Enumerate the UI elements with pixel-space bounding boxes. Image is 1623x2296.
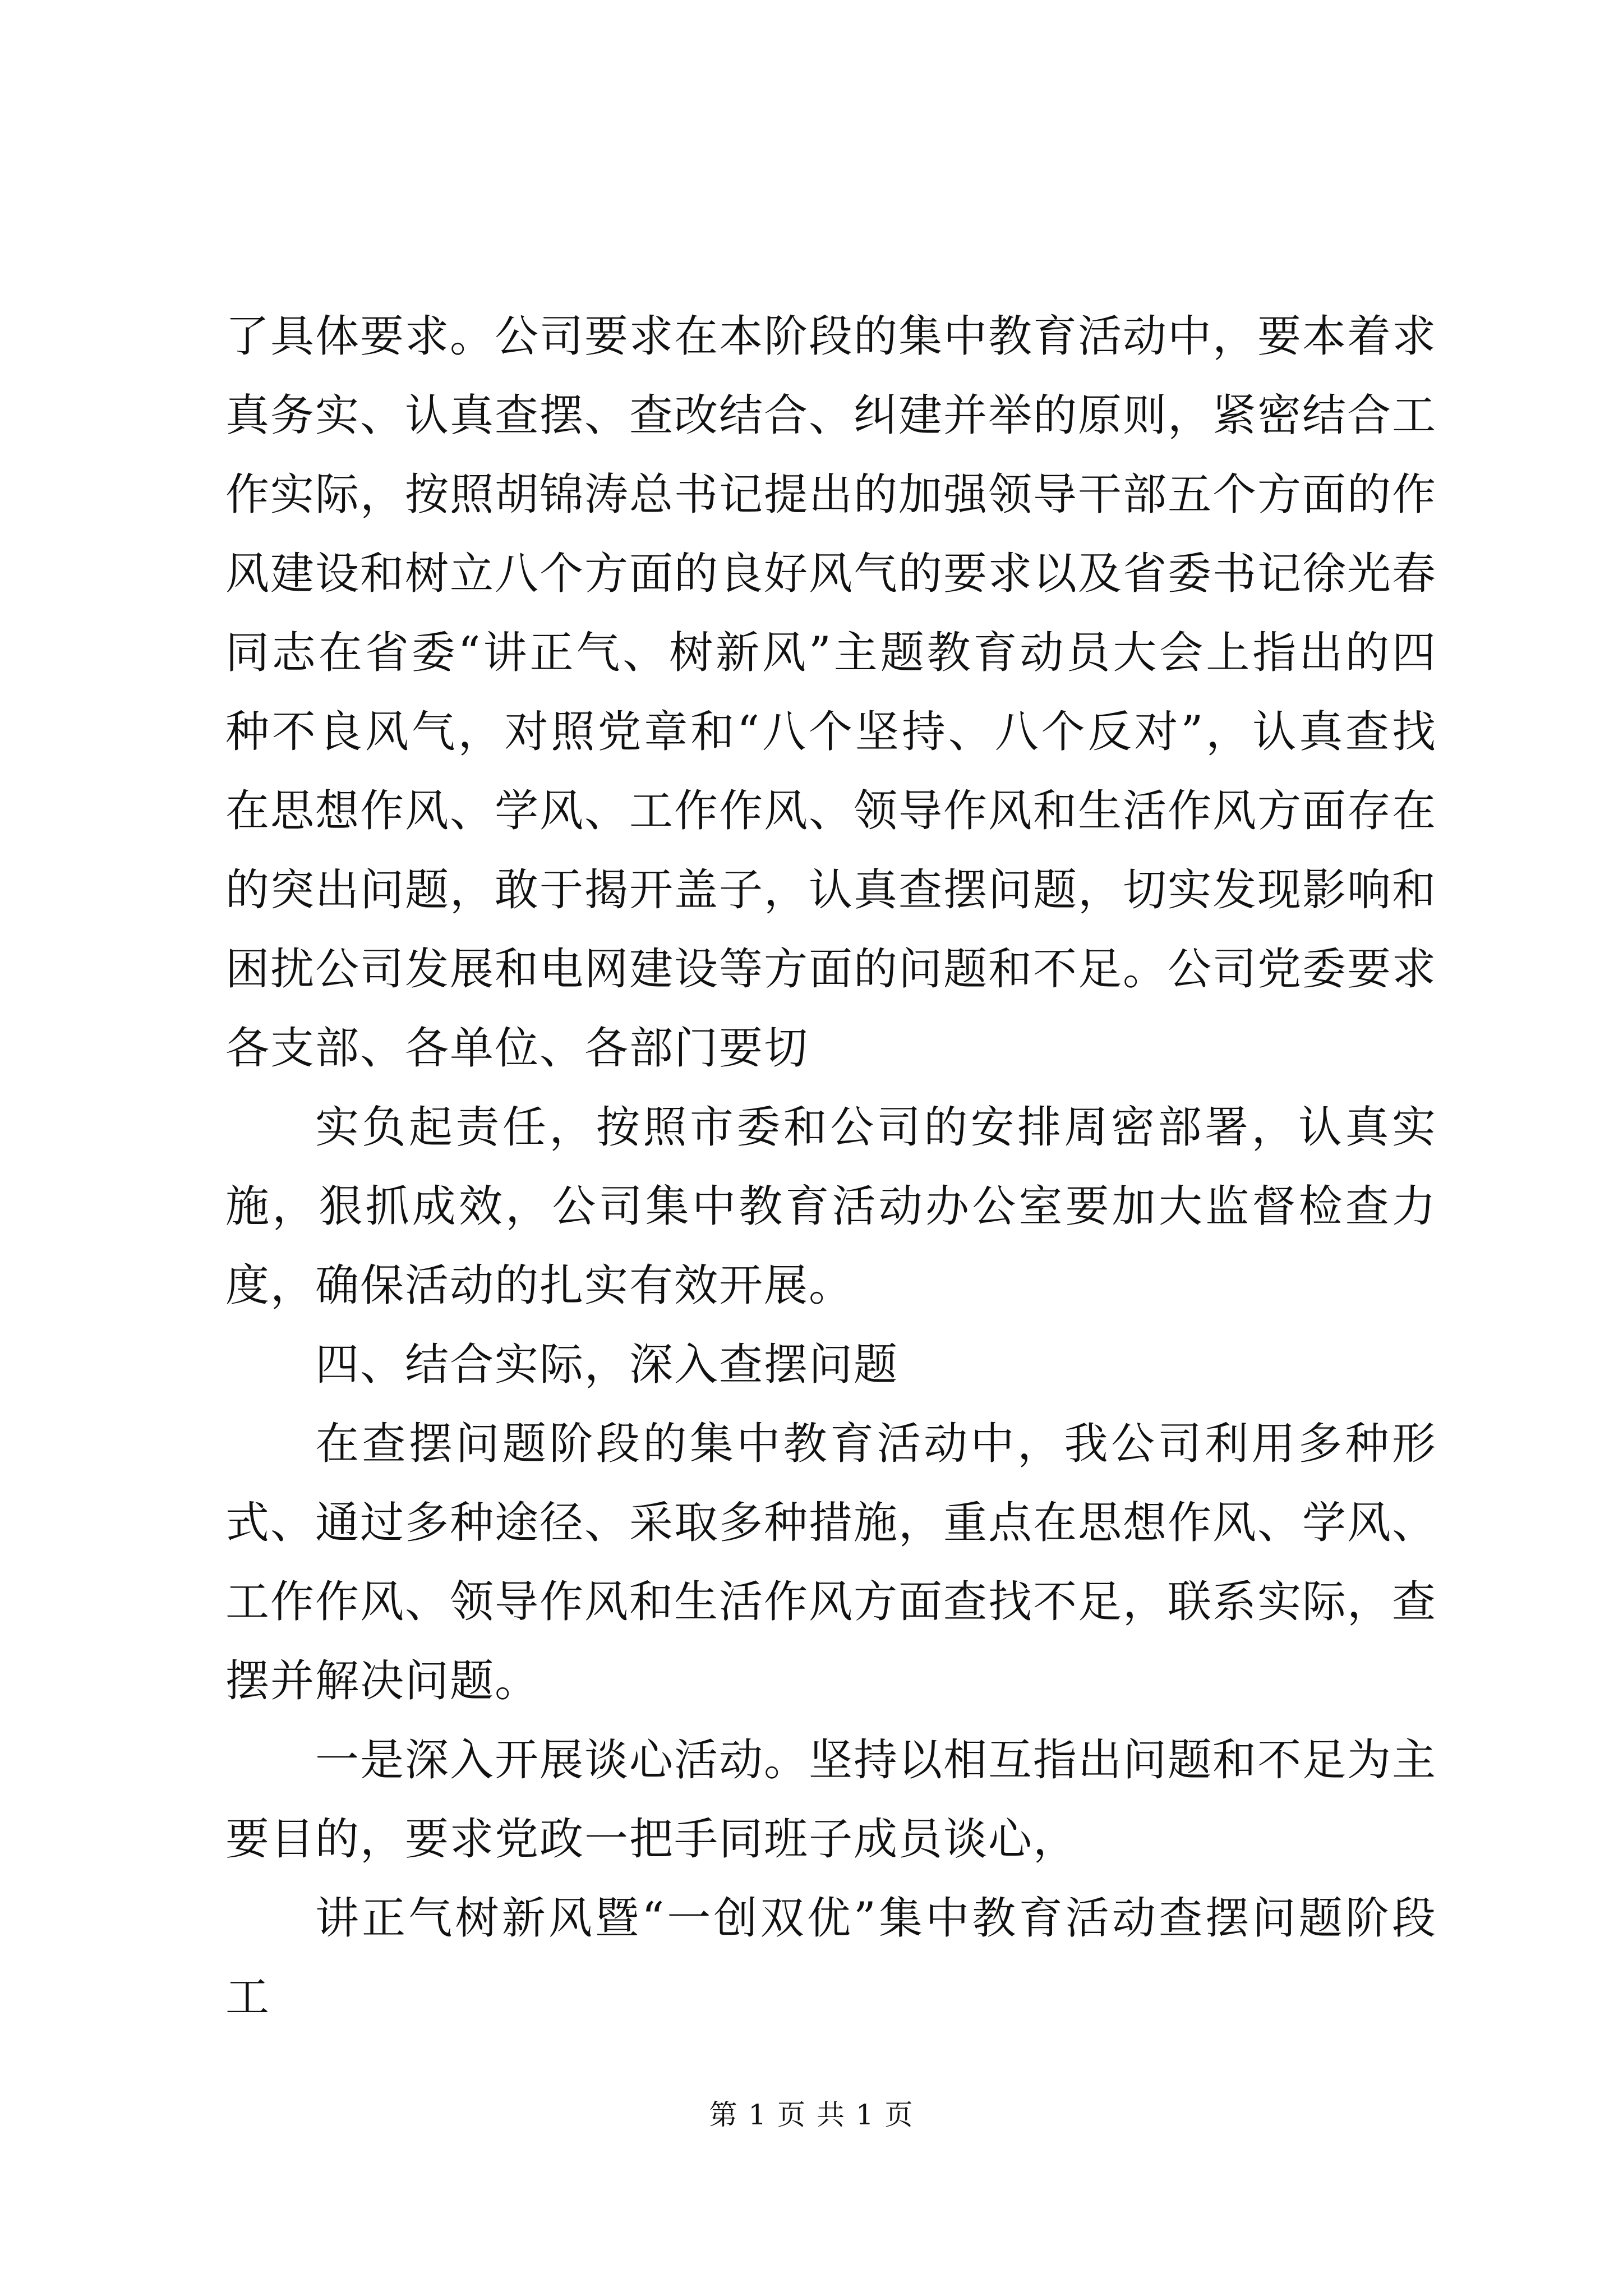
paragraph-4: 一是深入开展谈心活动。坚持以相互指出问题和不足为主要目的，要求党政一把手同班子成员谈心， bbox=[225, 1735, 1437, 1865]
paragraph-5: 讲正气树新风暨“一创双优”集中教育活动查摆问题阶段工 bbox=[225, 1893, 1437, 2023]
page-footer: 第 1 页 共 1 页 bbox=[709, 2099, 914, 2131]
paragraph-3: 在查摆问题阶段的集中教育活动中，我公司利用多种形式、通过多种途径、采取多种措施，重点在思想作风、学风、工作作风、领导作风和生活作风方面查找不足，联系实际，查摆并解决问题。 bbox=[225, 1419, 1437, 1706]
paragraph-2: 实负起责任，按照市委和公司的安排周密部署，认真实施，狠抓成效，公司集中教育活动办公室要加大监督检查力度，确保活动的扎实有效开展。 bbox=[225, 1102, 1437, 1311]
paragraph-1: 了具体要求。公司要求在本阶段的集中教育活动中，要本着求真务实、认真查摆、查改结合、纠建并举的原则，紧密结合工作实际，按照胡锦涛总书记提出的加强领导干部五个方面的作风建设和树立八个方面的良好风气的要求以及省委书记徐光春同志在省委“讲正气、树新风”主题教育动员大会上指出的四种不良风气，对照党章和“八个坚持、八个反对”，认真查找在思想作风、学风、工作作风、领导作风和生活作风方面存在的突出问题，敢于揭开盖子，认真查摆问题，切实发现影响和困扰公司发展和电网建设等方面的问题和不足。公司党委要求各支部、各单位、各部门要切 bbox=[225, 311, 1437, 1074]
document-body bbox=[225, 297, 1437, 2037]
section-heading: 四、结合实际，深入查摆问题 bbox=[315, 1340, 899, 1390]
